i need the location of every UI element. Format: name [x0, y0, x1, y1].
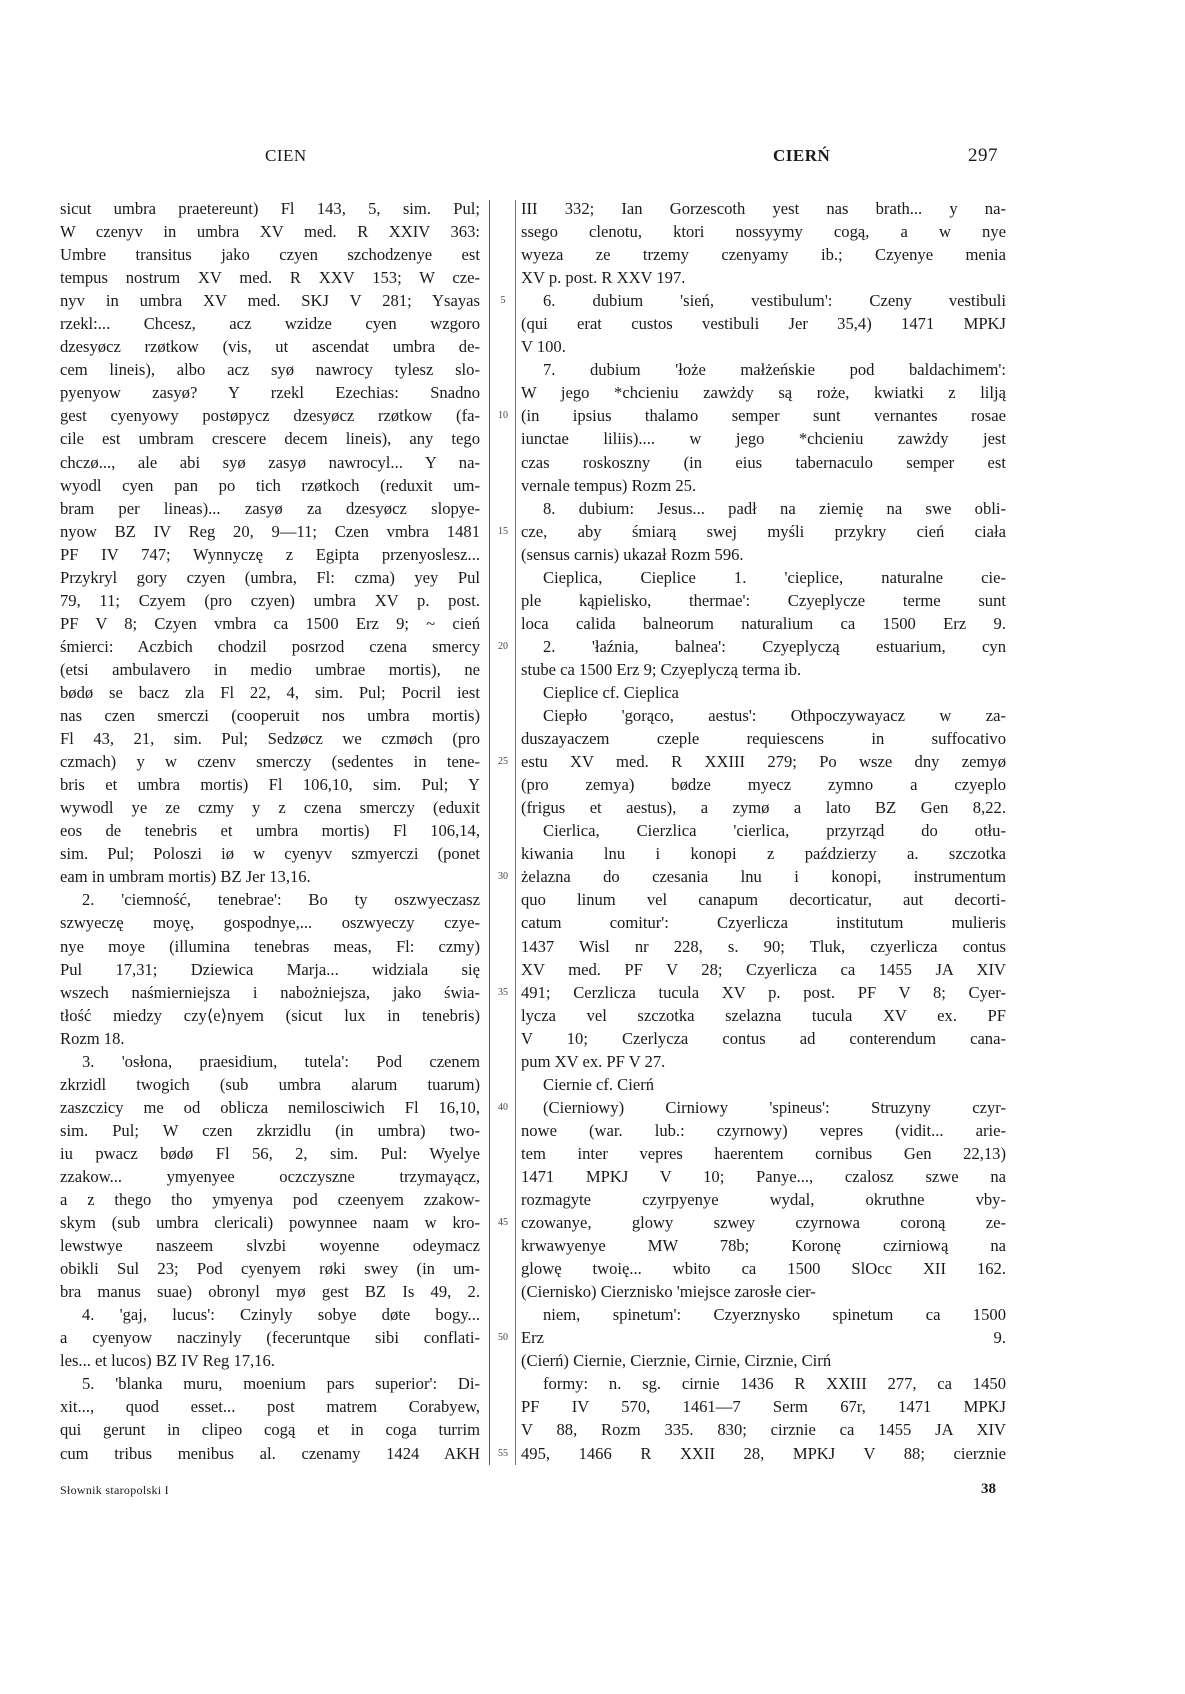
text-line: Ciepło 'gorąco, aestus': Othpoczywayacz w za-	[543, 706, 1006, 726]
text-line: szwyeczę moyę, gospodnye,... oszwyeczy czye-	[60, 913, 480, 933]
text-line: estu XV med. R XXIII 279; Po wsze dny zemyø	[521, 752, 1006, 772]
text-line: czmach) y w czenv smerczy (sedentes in tene-	[60, 752, 480, 772]
line-number: 35	[498, 986, 508, 998]
text-line: xit..., quod esset... post matrem Corabyew,	[60, 1397, 480, 1417]
text-line: 6. dubium 'sień, vestibulum': Czeny vestibuli	[543, 291, 1006, 311]
text-line: krwawyenye MW 78b; Koronę czirniową na	[521, 1236, 1006, 1256]
text-line: III 332; Ian Gorzescoth yest nas brath... y na-	[521, 199, 1006, 218]
line-number: 5	[500, 295, 506, 307]
text-line: a cyenyow naczinyly (feceruntque sibi conflati-	[60, 1328, 480, 1348]
text-line: Rozm 18.	[60, 1028, 125, 1048]
text-line: 5. 'blanka muru, moenium pars superior': Di-	[82, 1374, 480, 1394]
text-line: (qui erat custos vestibuli Jer 35,4) 1471 MPKJ	[521, 314, 1006, 334]
text-line: sim. Pul; Poloszi iø w cyenyv szmyerczi (ponet	[60, 844, 480, 864]
text-line: qui gerunt in clipeo cogą et in coga turrim	[60, 1420, 480, 1440]
text-line: 491; Cerzlicza tucula XV p. post. PF V 8; Cyer-	[521, 982, 1006, 1002]
text-line: obikli Sul 23; Pod cyenyem røki swey (in um-	[60, 1259, 480, 1279]
text-line: 79, 11; Czyem (pro czyen) umbra XV p. post.	[60, 590, 480, 610]
footer-signature: Słownik staropolski I	[60, 1483, 169, 1497]
text-line: V 100.	[521, 337, 566, 357]
text-line: bødø se bacz zla Fl 22, 4, sim. Pul; Pocril iest	[60, 682, 480, 702]
line-number: 55	[498, 1447, 508, 1459]
text-line: zzakow... ymyenyee oczczyszne trzymayącz,	[60, 1166, 480, 1186]
text-line: iunctae liliis).... w jego *chcieniu zawżdy jest	[521, 429, 1006, 449]
text-line: bra manus suae) obronyl myø gest BZ Is 49, 2.	[60, 1282, 480, 1302]
text-line: glowę twoię... wbito ca 1500 SlOcc XII 162.	[521, 1259, 1006, 1279]
line-number: 10	[498, 410, 508, 422]
text-line: iu pwacz bødø Fl 56, 2, sim. Pul: Wyelye	[60, 1143, 480, 1163]
line-number: 40	[498, 1101, 508, 1113]
text-line: 2. 'ciemność, tenebrae': Bo ty oszwyeczasz	[82, 890, 480, 910]
text-line: gest cyenyowy postøpycz dzesyøcz rzøtkow (fa-	[60, 406, 480, 426]
text-line: W jego *chcieniu zawżdy są rożе, kwiatki z lilją	[521, 383, 1006, 403]
text-line: wyeza ze trzemy czenyamy ib.; Czyenye menia	[521, 245, 1006, 265]
text-line: skym (sub umbra clericali) powynnee naam w kro-	[60, 1213, 480, 1233]
page-number: 297	[968, 145, 998, 166]
text-line: cze, aby śmiarą swej myśli przykry cień ciała	[521, 521, 1006, 541]
text-line: V 10; Czerlycza contus ad conterendum cana-	[521, 1028, 1006, 1048]
text-line: nyv in umbra XV med. SKJ V 281; Ysayas	[60, 291, 480, 311]
text-line: PF IV 570, 1461—7 Serm 67r, 1471 MPKJ	[521, 1397, 1006, 1417]
text-line: 495, 1466 R XXII 28, MPKJ V 88; cierznie	[521, 1443, 1006, 1463]
text-line: tem inter vepres haerentem cornibus Gen 22,13)	[521, 1143, 1006, 1163]
text-line: 8. dubium: Jesus... padł na ziemię na swe obli-	[543, 498, 1006, 518]
text-line: Ciernie cf. Cierń	[543, 1074, 655, 1094]
line-number: 20	[498, 640, 508, 652]
text-line: śmierci: Aczbich chodzil posrzod czena smercy	[60, 636, 480, 656]
text-line: cem lineis), albo acz syø nawrocy tylesz slo-	[60, 360, 480, 380]
text-line: loca calida balneorum naturalium ca 1500 Erz 9.	[521, 613, 1006, 633]
text-line: pum XV ex. PF V 27.	[521, 1051, 666, 1071]
text-line: dzesyøcz rzøtkow (vis, ut ascendat umbra de-	[60, 337, 480, 357]
text-line: 7. dubium 'łoże małżeńskie pod baldachimem':	[543, 360, 1006, 380]
text-line: wszech naśmierniejsza i nabożniejsza, jako świa-	[60, 982, 480, 1002]
text-line: tempus nostrum XV med. R XXV 153; W cze-	[60, 268, 480, 288]
line-number: 15	[498, 525, 508, 537]
text-line: niem, spinetum': Czyerznysko spinetum ca 1500	[543, 1305, 1006, 1325]
text-line: quo linum vel canapum decorticatur, aut decorti-	[521, 890, 1006, 910]
text-line: sim. Pul; W czen zkrzidlu (in umbra) two-	[60, 1120, 480, 1140]
line-number: 30	[498, 871, 508, 883]
text-line: czowanye, glowy szwey czyrnowa coroną ze-	[521, 1213, 1006, 1233]
text-line: 1437 Wisl nr 228, s. 90; Tluk, czyerlicza contus	[521, 936, 1006, 956]
text-line: eos de tenebris et umbra mortis) Fl 106,14,	[60, 821, 480, 841]
text-line: Cierlica, Cierzlica 'cierlica, przyrząd do otłu-	[543, 821, 1006, 841]
text-line: chczø..., ale abi syø zasyø nawrocyl... Y na-	[60, 452, 480, 472]
text-line: (pro zemya) bødze myecz zymno a czyeplo	[521, 775, 1006, 795]
right-running-head: CIERŃ	[773, 146, 831, 165]
line-number: 45	[498, 1217, 508, 1229]
text-line: tłość miedzy czy⟨e⟩nyem (sicut lux in tenebris)	[60, 1005, 480, 1025]
text-line: (sensus carnis) ukazał Rozm 596.	[521, 544, 744, 564]
text-line: les... et lucos) BZ IV Reg 17,16.	[60, 1351, 275, 1371]
text-line: duszayaczem czeple requiescens in suffocativo	[521, 729, 1006, 749]
text-line: kiwania lnu i konopi z paździerzy a. szczotka	[521, 844, 1006, 864]
text-line: lycza vel szczotka szelazna tucula XV ex. PF	[521, 1005, 1006, 1025]
text-line: ple kąpielisko, thermae': Czyeplycze terme sunt	[521, 590, 1006, 610]
text-line: (Ciernisko) Cierznisko 'miejsce zarosłe cier-	[521, 1282, 816, 1302]
text-line: Fl 43, 21, sim. Pul; Sedzøcz we czmøch (pro	[60, 729, 480, 749]
text-line: catum comitur': Czyerlicza institutum mulieris	[521, 913, 1006, 933]
text-line: zkrzidl twogich (sub umbra alarum tuarum)	[60, 1074, 480, 1094]
text-line: nas czen smerczi (cooperuit nos umbra mortis)	[60, 706, 480, 726]
text-line: Cieplice cf. Cieplica	[543, 682, 679, 702]
text-line: eam in umbram mortis) BZ Jer 13,16.	[60, 867, 311, 887]
text-line: formy: n. sg. cirnie 1436 R XXIII 277, ca 1450	[543, 1374, 1006, 1394]
text-line: żelazna do czesania lnu i konopi, instrumentum	[521, 867, 1006, 887]
text-line: 1471 MPKJ V 10; Panye..., czalosz szwe na	[521, 1166, 1006, 1186]
text-line: 4. 'gaj, lucus': Czinyly sobye døte bogy...	[82, 1305, 480, 1325]
text-line: 2. 'łaźnia, balnea': Czyeplyczą estuarium, cyn	[543, 636, 1006, 656]
text-line: nyow BZ IV Reg 20, 9—11; Czen vmbra 1481	[60, 521, 480, 541]
text-line: Umbre transitus jako czyen szchodzenye est	[60, 245, 480, 265]
text-line: Przykryl gory czyen (umbra, Fl: czma) yey Pul	[60, 567, 480, 587]
text-line: Pul 17,31; Dziewica Marja... widziala się	[60, 959, 480, 979]
text-line: stube ca 1500 Erz 9; Czyeplyczą terma ib.	[521, 659, 802, 679]
text-line: Erz 9.	[521, 1328, 1006, 1348]
line-number: 50	[498, 1332, 508, 1344]
column-rule-right	[515, 200, 516, 1465]
text-line: V 88, Rozm 335. 830; cirznie ca 1455 JA XIV	[521, 1420, 1006, 1440]
text-line: nowe (war. lub.: czyrnowy) vepres (vidit... arie-	[521, 1120, 1006, 1140]
text-line: wywodl ye ze czmy y z czena smerczy (eduxit	[60, 798, 480, 818]
text-line: rzekl:... Chcesz, acz wzidze cyen wzgoro	[60, 314, 480, 334]
text-line: vernale tempus) Rozm 25.	[521, 475, 697, 495]
text-line: (etsi ambulavero in medio umbrae mortis), ne	[60, 659, 480, 679]
text-line: 3. 'osłona, praesidium, tutela': Pod czenem	[82, 1051, 480, 1071]
text-line: ssego clenotu, ktori nossyymy cogą, a w nye	[521, 222, 1006, 242]
text-line: nye moye (illumina tenebras meas, Fl: czmy)	[60, 936, 480, 956]
text-line: (in ipsius thalamo semper sunt vernantes rosae	[521, 406, 1006, 426]
text-line: bris et umbra mortis) Fl 106,10, sim. Pul; Y	[60, 775, 480, 795]
text-line: rozmagyte czyrpyenye wydal, okruthne vby-	[521, 1190, 1006, 1210]
line-number: 25	[498, 756, 508, 768]
text-line: XV med. PF V 28; Czyerlicza ca 1455 JA XIV	[521, 959, 1006, 979]
text-line: pyenyow zasyø? Y rzekl Ezechias: Snadno	[60, 383, 480, 403]
text-line: czas roskoszny (in eius tabernaculo semper est	[521, 452, 1006, 472]
text-line: Cieplica, Cieplice 1. 'cieplice, naturalne cie-	[543, 567, 1006, 587]
footer-sheet-number: 38	[981, 1481, 996, 1497]
text-line: sicut umbra praetereunt) Fl 143, 5, sim. Pul;	[60, 199, 480, 218]
left-running-head: CIEN	[265, 146, 307, 165]
text-line: wyodl cyen pan po tich rzøtkoch (reduxit um-	[60, 475, 480, 495]
text-line: cile est umbram crescere decem lineis), any tego	[60, 429, 480, 449]
column-rule-left	[489, 200, 490, 1465]
text-line: (frigus et aestus), a zymø a lato BZ Gen 8,22.	[521, 798, 1006, 818]
text-line: W czenyv in umbra XV med. R XXIV 363:	[60, 222, 480, 242]
text-line: a z thego tho ymyenya pod czeenyem zzakow-	[60, 1190, 480, 1210]
text-line: (Cierniowy) Cirniowy 'spineus': Struzyny czyr-	[543, 1097, 1006, 1117]
left-column	[60, 197, 480, 1465]
text-line: lewstwye naszeem slvzbi woyenne odeymacz	[60, 1236, 480, 1256]
text-line: (Cierń) Ciernie, Cierznie, Cirnie, Cirznie, Cirń	[521, 1351, 832, 1371]
text-line: PF V 8; Czyen vmbra ca 1500 Erz 9; ~ cień	[60, 613, 480, 633]
text-line: zaszczicy me od oblicza nemilosciwich Fl 16,10,	[60, 1097, 480, 1117]
text-line: PF IV 747; Wynnyczę z Egipta przenyoslesz...	[60, 544, 480, 564]
text-line: cum tribus menibus al. czenamy 1424 AKH	[60, 1443, 480, 1463]
text-line: bram per lineas)... zasyø za dzesyøcz slopye-	[60, 498, 480, 518]
text-line: XV p. post. R XXV 197.	[521, 268, 686, 288]
right-column	[521, 197, 1006, 1465]
